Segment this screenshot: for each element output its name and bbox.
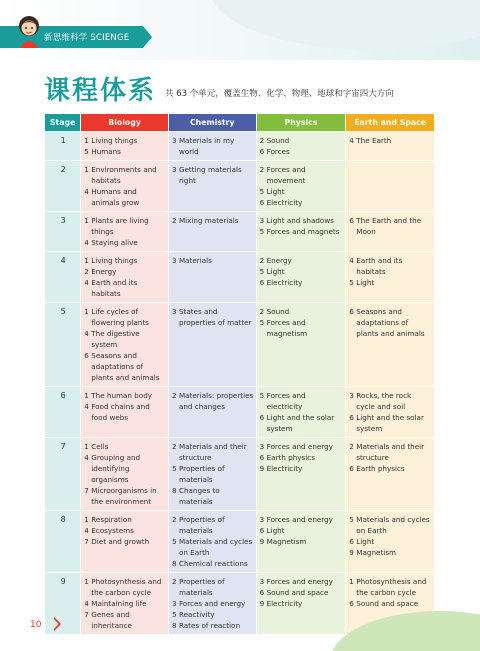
unit-number: 5 (171, 537, 177, 546)
unit-number: 6 (349, 537, 354, 546)
unit-number: 2 (259, 256, 265, 265)
unit-item (172, 463, 254, 485)
unit-number: 8 (171, 621, 177, 630)
table-row (45, 438, 434, 510)
unit-item (260, 215, 344, 226)
unit-title: Forces and movement (266, 165, 306, 185)
unit-title: Ecosystems (91, 526, 134, 535)
unit-item (84, 255, 166, 266)
unit-number: 1 (84, 442, 89, 451)
unit-number: 7 (84, 610, 89, 619)
unit-number: 6 (259, 526, 265, 535)
stage-cell: 1 (45, 132, 80, 160)
unit-number: 9 (259, 599, 265, 608)
chemistry-cell (169, 303, 256, 386)
biology-cell (81, 438, 168, 510)
unit-number: 9 (349, 548, 354, 557)
unit-number: 2 (171, 216, 177, 225)
unit-item (349, 463, 432, 474)
unit-number: 1 (84, 391, 89, 400)
unit-number: 3 (171, 307, 177, 316)
chemistry-cell (169, 252, 256, 302)
unit-number: 5 (349, 515, 354, 524)
unit-item (172, 390, 254, 412)
earth-and-space-cell (346, 161, 434, 211)
biology-cell (81, 252, 168, 302)
biology-cell (81, 511, 168, 572)
page-title: 课程体系 (44, 76, 157, 106)
unit-title: Changes to materials (178, 486, 220, 506)
unit-item (84, 576, 166, 598)
unit-title: Earth physics (356, 464, 405, 473)
unit-title: Light and shadows (266, 216, 334, 225)
unit-title: Forces and energy (178, 599, 246, 608)
unit-item (84, 598, 166, 609)
unit-title: Mixing materials (178, 216, 239, 225)
table-row (45, 303, 434, 386)
unit-item (84, 186, 166, 208)
physics-cell (257, 212, 346, 251)
unit-number: 2 (259, 165, 265, 174)
unit-title: Electricity (266, 464, 303, 473)
unit-title: Electricity (266, 278, 303, 287)
stage-cell: 5 (45, 303, 80, 386)
unit-item (349, 536, 432, 547)
unit-item (84, 215, 166, 237)
unit-item (260, 146, 344, 157)
unit-number: 4 (349, 136, 354, 145)
unit-number: 4 (84, 402, 89, 411)
chemistry-cell (169, 573, 256, 634)
unit-title: The Earth and the Moon (356, 216, 422, 236)
unit-number: 1 (84, 165, 89, 174)
unit-number: 2 (84, 267, 89, 276)
unit-item (84, 135, 166, 146)
unit-number: 8 (171, 486, 177, 495)
physics-cell (257, 511, 346, 572)
unit-number: 4 (84, 187, 89, 196)
unit-title: Materials and their structure (178, 442, 247, 462)
unit-title: Chemical reactions (178, 559, 248, 568)
unit-number: 1 (349, 577, 354, 586)
unit-number: 5 (259, 267, 265, 276)
unit-number: 6 (349, 413, 354, 422)
unit-number: 4 (84, 238, 89, 247)
unit-item (172, 558, 254, 569)
unit-title: Forces and magnetism (266, 318, 308, 338)
unit-number: 6 (259, 588, 265, 597)
unit-number: 4 (84, 453, 89, 462)
unit-number: 2 (259, 307, 265, 316)
unit-item (349, 514, 432, 536)
header-physics: Physics (257, 114, 346, 131)
unit-title: Properties of materials (178, 577, 225, 597)
physics-cell (257, 252, 346, 302)
unit-title: Seasons and adaptations of plants and animals (356, 307, 425, 338)
unit-item (172, 441, 254, 463)
unit-number: 1 (84, 515, 89, 524)
girl-mascot-icon (14, 14, 44, 48)
earth-and-space-cell (346, 303, 434, 386)
unit-item (84, 441, 166, 452)
page-number: 10 (30, 620, 42, 630)
unit-title: Environments and habitats (91, 165, 157, 185)
unit-item (172, 620, 254, 631)
unit-item (84, 146, 166, 157)
physics-cell (257, 132, 346, 160)
unit-number: 6 (259, 147, 265, 156)
header-chemistry: Chemistry (169, 114, 256, 131)
unit-number: 1 (84, 256, 89, 265)
unit-number: 1 (84, 136, 89, 145)
unit-item (260, 536, 344, 547)
unit-number: 6 (259, 413, 265, 422)
unit-item (260, 525, 344, 536)
unit-title: Electricity (266, 599, 303, 608)
unit-title: Materials (178, 256, 212, 265)
unit-title: Plants are living things (91, 216, 149, 236)
unit-title: Light (266, 187, 285, 196)
unit-item (260, 463, 344, 474)
unit-title: Rocks, the rock cycle and soil (356, 391, 412, 411)
unit-title: The human body (91, 391, 153, 400)
unit-title: Light (266, 267, 285, 276)
biology-cell (81, 303, 168, 386)
unit-item (260, 441, 344, 452)
table-row (45, 511, 434, 572)
table-row (45, 132, 434, 160)
unit-title: Forces and energy (266, 577, 333, 586)
unit-title: Diet and growth (91, 537, 150, 546)
unit-item (260, 317, 344, 339)
earth-and-space-cell (346, 511, 434, 572)
brand-label: 新思维科学 SCIENGE (44, 33, 130, 43)
stage-cell: 9 (45, 573, 80, 634)
page-subtitle: 共 63 个单元，覆盖生物、化学、物理、地球和宇宙四大方向 (165, 89, 394, 99)
unit-item (260, 277, 344, 288)
unit-number: 4 (84, 526, 89, 535)
unit-number: 6 (259, 198, 265, 207)
unit-item (84, 514, 166, 525)
unit-item (84, 277, 166, 299)
unit-title: Properties of materials (178, 464, 225, 484)
unit-item (260, 186, 344, 197)
unit-number: 3 (259, 442, 265, 451)
unit-title: Materials and cycles on Earth (356, 515, 430, 535)
table-body (45, 132, 434, 634)
unit-item (260, 598, 344, 609)
unit-number: 2 (171, 391, 177, 400)
unit-title: Properties of materials (178, 515, 225, 535)
unit-title: Genes and inheritance (91, 610, 132, 630)
unit-title: Materials: properties and changes (178, 391, 254, 411)
earth-and-space-cell (346, 132, 434, 160)
unit-number: 6 (349, 464, 354, 473)
unit-item (349, 576, 432, 598)
unit-number: 8 (171, 559, 177, 568)
unit-number: 6 (349, 599, 354, 608)
unit-number: 5 (259, 187, 265, 196)
unit-title: Earth and its habitats (91, 278, 138, 298)
earth-and-space-cell (346, 387, 434, 437)
header-earth-and-space: Earth and Space (346, 114, 434, 131)
unit-number: 2 (171, 577, 177, 586)
unit-item (84, 525, 166, 536)
unit-number: 6 (84, 351, 89, 360)
unit-item (84, 390, 166, 401)
unit-number: 9 (259, 464, 265, 473)
curriculum-table (44, 113, 435, 635)
unit-item (84, 401, 166, 423)
unit-number: 6 (349, 216, 354, 225)
unit-number: 5 (259, 318, 265, 327)
unit-title: Photosynthesis and the carbon cycle (91, 577, 162, 597)
unit-title: Energy (266, 256, 292, 265)
unit-title: Life cycles of flowering plants (91, 307, 149, 327)
unit-title: Materials and their structure (356, 442, 425, 462)
unit-item (260, 266, 344, 277)
unit-item (172, 576, 254, 598)
unit-item (84, 328, 166, 350)
unit-number: 1 (84, 216, 89, 225)
unit-number: 5 (259, 391, 265, 400)
unit-item (349, 215, 432, 237)
earth-and-space-cell (346, 438, 434, 510)
unit-item (349, 441, 432, 463)
unit-item (260, 164, 344, 186)
unit-title: Light and the solar system (266, 413, 335, 433)
unit-title: Materials and cycles on Earth (178, 537, 253, 557)
unit-item (260, 587, 344, 598)
unit-title: The Earth (356, 136, 392, 145)
unit-title: Cells (91, 442, 109, 451)
unit-item (260, 390, 344, 412)
unit-number: 2 (349, 442, 354, 451)
unit-item (349, 277, 432, 288)
unit-item (260, 135, 344, 146)
unit-title: Photosynthesis and the carbon cycle (356, 577, 427, 597)
unit-number: 9 (259, 537, 265, 546)
unit-item (260, 255, 344, 266)
stage-cell: 8 (45, 511, 80, 572)
unit-title: Light (356, 278, 375, 287)
unit-title: Magnetism (356, 548, 397, 557)
unit-title: Sound (266, 307, 290, 316)
unit-title: Getting materials right (178, 165, 242, 185)
unit-number: 2 (171, 515, 177, 524)
unit-item (172, 598, 254, 609)
biology-cell (81, 161, 168, 211)
unit-title: Seasons and adaptations of plants and animals (91, 351, 160, 382)
unit-number: 3 (171, 165, 177, 174)
unit-number: 3 (259, 515, 265, 524)
earth-and-space-cell (346, 212, 434, 251)
unit-item (84, 350, 166, 383)
unit-item (349, 390, 432, 412)
unit-item (84, 536, 166, 547)
unit-item (84, 237, 166, 248)
unit-item (260, 412, 344, 434)
unit-item (349, 412, 432, 434)
unit-item (172, 536, 254, 558)
unit-number: 5 (349, 278, 354, 287)
unit-title: Grouping and identifying organisms (91, 453, 141, 484)
unit-item (172, 255, 254, 266)
unit-title: Earth physics (266, 453, 315, 462)
unit-title: Light and the solar system (356, 413, 424, 433)
unit-title: The digestive system (91, 329, 140, 349)
biology-cell (81, 132, 168, 160)
chevron-right-icon[interactable] (52, 616, 62, 632)
unit-number: 3 (171, 599, 177, 608)
unit-item (349, 598, 432, 609)
chemistry-cell (169, 132, 256, 160)
biology-cell (81, 387, 168, 437)
physics-cell (257, 303, 346, 386)
unit-item (260, 197, 344, 208)
unit-number: 3 (259, 216, 265, 225)
unit-title: Light (266, 526, 285, 535)
unit-item (172, 306, 254, 328)
unit-item (172, 514, 254, 536)
unit-number: 4 (84, 329, 89, 338)
unit-number: 5 (84, 147, 89, 156)
chemistry-cell (169, 161, 256, 211)
unit-title: Staying alive (91, 238, 138, 247)
chemistry-cell (169, 511, 256, 572)
unit-title: Respiration (91, 515, 132, 524)
unit-number: 4 (349, 256, 354, 265)
unit-title: Food chains and food webs (91, 402, 150, 422)
unit-title: States and properties of matter (178, 307, 252, 327)
header-biology: Biology (81, 114, 168, 131)
unit-number: 2 (171, 442, 177, 451)
physics-cell (257, 161, 346, 211)
stage-cell: 7 (45, 438, 80, 510)
unit-item (260, 226, 344, 237)
unit-title: Forces and energy (266, 515, 333, 524)
unit-title: Living things (91, 136, 138, 145)
unit-number: 4 (84, 278, 89, 287)
unit-title: Rates of reaction (178, 621, 241, 630)
unit-item (172, 135, 254, 157)
unit-item (349, 135, 432, 146)
unit-number: 6 (259, 278, 265, 287)
unit-item (172, 609, 254, 620)
unit-title: Earth and its habitats (356, 256, 403, 276)
unit-number: 5 (171, 464, 177, 473)
unit-number: 2 (259, 136, 265, 145)
unit-title: Forces (266, 147, 290, 156)
unit-item (84, 609, 166, 631)
table-header-row (45, 114, 434, 131)
unit-number: 1 (84, 577, 89, 586)
unit-title: Light (356, 537, 375, 546)
unit-title: Humans (91, 147, 121, 156)
stage-cell: 6 (45, 387, 80, 437)
stage-cell: 3 (45, 212, 80, 251)
unit-item (349, 547, 432, 558)
unit-number: 3 (171, 256, 177, 265)
unit-item (172, 215, 254, 226)
unit-title: Forces and electricity (266, 391, 306, 411)
unit-title: Sound (266, 136, 290, 145)
unit-number: 4 (84, 599, 89, 608)
unit-number: 1 (84, 307, 89, 316)
unit-title: Maintaining life (91, 599, 147, 608)
unit-number: 3 (171, 136, 177, 145)
biology-cell (81, 573, 168, 634)
unit-title: Microorganisms in the environment (91, 486, 157, 506)
unit-number: 6 (259, 453, 265, 462)
biology-cell (81, 212, 168, 251)
header-stage: Stage (45, 114, 80, 131)
unit-number: 5 (259, 227, 265, 236)
unit-item (172, 485, 254, 507)
physics-cell (257, 438, 346, 510)
table-row (45, 161, 434, 211)
stage-cell: 2 (45, 161, 80, 211)
unit-item (349, 306, 432, 339)
unit-title: Forces and magnets (266, 227, 340, 236)
unit-number: 3 (259, 577, 265, 586)
chemistry-cell (169, 387, 256, 437)
unit-item (260, 452, 344, 463)
unit-item (84, 266, 166, 277)
unit-number: 7 (84, 537, 89, 546)
unit-item (84, 164, 166, 186)
unit-number: 3 (349, 391, 354, 400)
unit-title: Electricity (266, 198, 303, 207)
unit-item (84, 485, 166, 507)
unit-title: Energy (91, 267, 117, 276)
unit-item (84, 306, 166, 328)
unit-item (172, 164, 254, 186)
unit-title: Sound and space (266, 588, 329, 597)
physics-cell (257, 387, 346, 437)
earth-and-space-cell (346, 252, 434, 302)
unit-number: 7 (84, 486, 89, 495)
table-row (45, 212, 434, 251)
unit-title: Sound and space (356, 599, 419, 608)
table-row (45, 252, 434, 302)
chemistry-cell (169, 212, 256, 251)
unit-title: Magnetism (266, 537, 307, 546)
unit-item (84, 452, 166, 485)
unit-title: Humans and animals grow (91, 187, 140, 207)
unit-number: 5 (171, 610, 177, 619)
unit-item (260, 576, 344, 587)
unit-title: Forces and energy (266, 442, 333, 451)
unit-title: Materials in my world (178, 136, 235, 156)
unit-number: 6 (349, 307, 354, 316)
stage-cell: 4 (45, 252, 80, 302)
unit-title: Reactivity (178, 610, 215, 619)
physics-cell (257, 573, 346, 634)
table-row (45, 387, 434, 437)
chemistry-cell (169, 438, 256, 510)
unit-item (260, 306, 344, 317)
unit-item (349, 255, 432, 277)
unit-item (260, 514, 344, 525)
unit-title: Living things (91, 256, 138, 265)
